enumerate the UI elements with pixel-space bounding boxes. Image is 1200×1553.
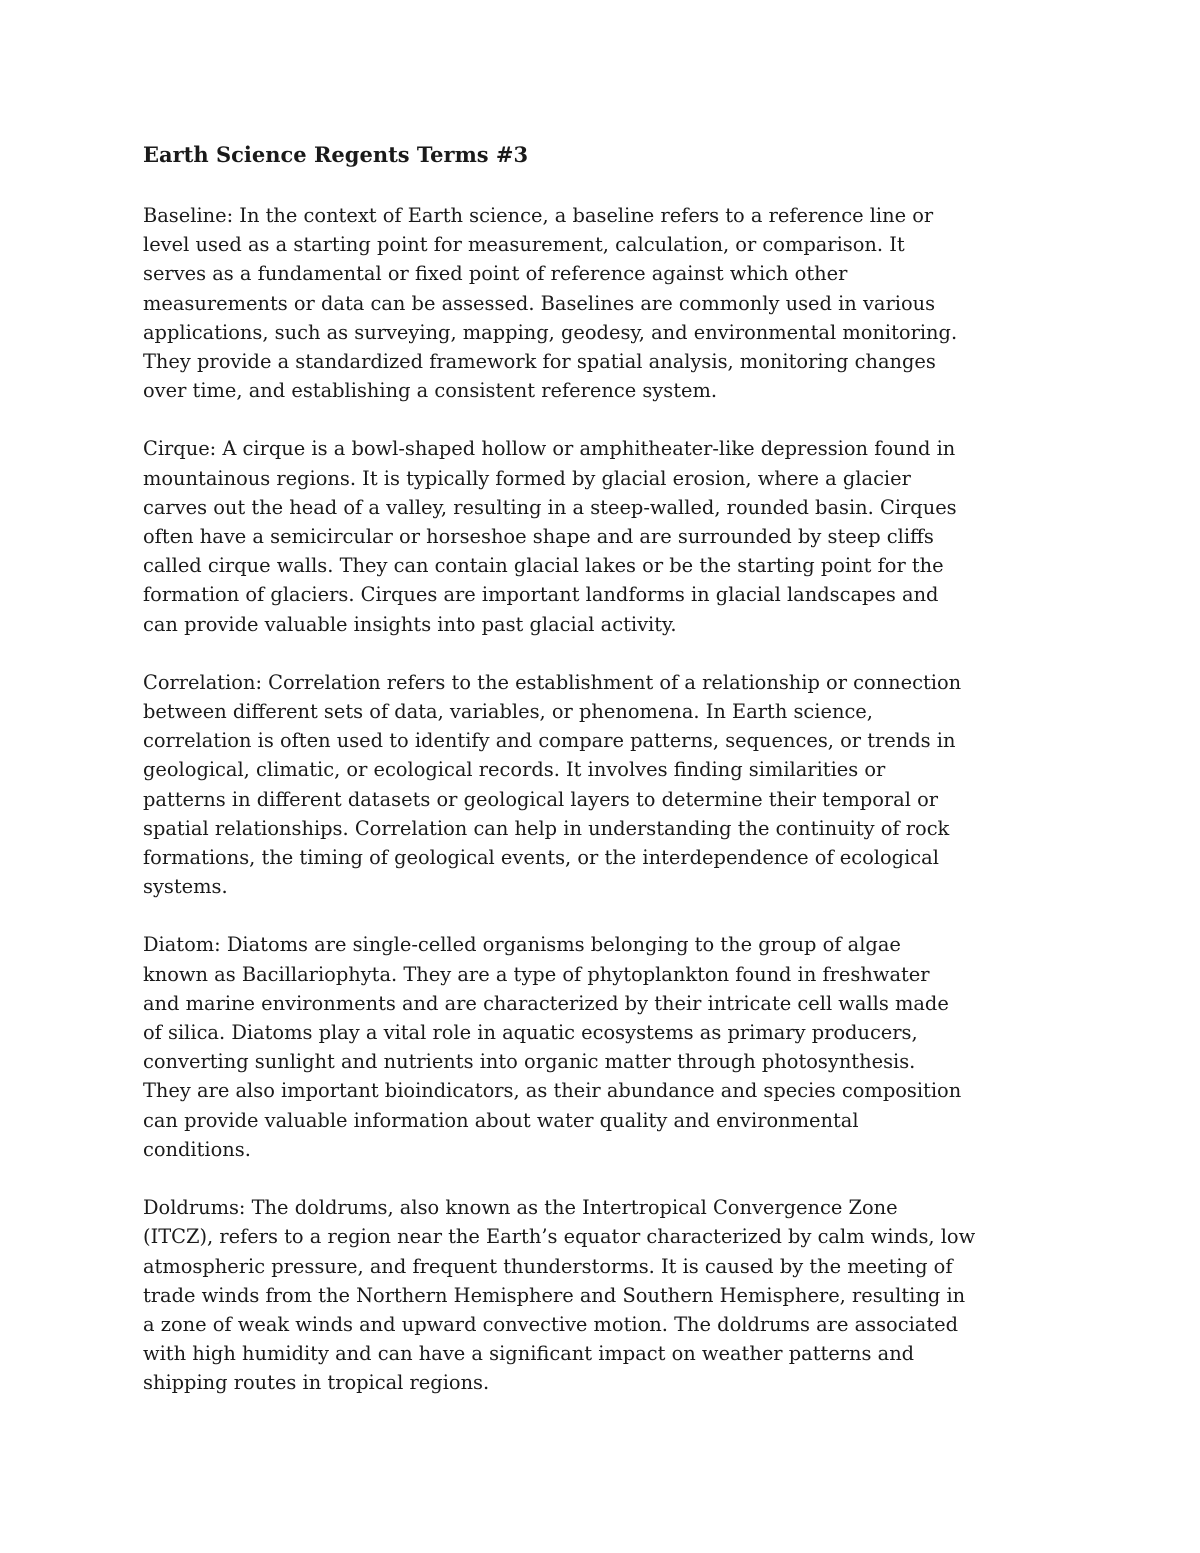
term-line: formations, the timing of geological events, or the interdependence of ecological xyxy=(143,846,939,870)
term-line: between different sets of data, variables, or phenomena. In Earth science, xyxy=(143,700,873,724)
term-line: a zone of weak winds and upward convective motion. The doldrums are associated xyxy=(143,1312,959,1336)
term-line: applications, such as surveying, mapping, geodesy, and environmental monitoring. xyxy=(143,320,958,344)
term-paragraph xyxy=(143,1193,1063,1397)
term-line: serves as a fundamental or fixed point of reference against which other xyxy=(143,262,848,286)
term-line: level used as a starting point for measurement, calculation, or comparison. It xyxy=(143,233,905,257)
term-line: with high humidity and can have a significant impact on weather patterns and xyxy=(143,1342,915,1366)
term-line: converting sunlight and nutrients into organic matter through photosynthesis. xyxy=(143,1050,916,1074)
document-title: Earth Science Regents Terms #3 xyxy=(143,142,529,167)
terms-list xyxy=(143,201,1063,1398)
term-line: shipping routes in tropical regions. xyxy=(143,1371,490,1395)
term-line: conditions. xyxy=(143,1137,251,1161)
term-line: systems. xyxy=(143,875,228,899)
term-line: carves out the head of a valley, resulting in a steep-walled, rounded basin. Cirques xyxy=(143,495,957,519)
term-line: correlation is often used to identify and compare patterns, sequences, or trends in xyxy=(143,729,956,753)
term-line: often have a semicircular or horseshoe shape and are surrounded by steep cliffs xyxy=(143,525,934,549)
term-line: spatial relationships. Correlation can help in understanding the continuity of rock xyxy=(143,816,950,840)
term-paragraph xyxy=(143,930,1063,1164)
term-line: They are also important bioindicators, as their abundance and species composition xyxy=(143,1079,962,1103)
term-line: formation of glaciers. Cirques are important landforms in glacial landscapes and xyxy=(143,583,939,607)
term-line: (ITCZ), refers to a region near the Earth’s equator characterized by calm winds, low xyxy=(143,1225,976,1249)
term-line: of silica. Diatoms play a vital role in aquatic ecosystems as primary producers, xyxy=(143,1021,918,1045)
term-line: patterns in different datasets or geological layers to determine their temporal or xyxy=(143,787,939,811)
term-line: mountainous regions. It is typically formed by glacial erosion, where a glacier xyxy=(143,466,911,490)
term-line: They provide a standardized framework for spatial analysis, monitoring changes xyxy=(143,350,936,374)
term-line: can provide valuable information about water quality and environmental xyxy=(143,1108,859,1132)
term-line: and marine environments and are characterized by their intricate cell walls made xyxy=(143,991,949,1015)
term-line: known as Bacillariophyta. They are a type of phytoplankton found in freshwater xyxy=(143,962,930,986)
term-paragraph xyxy=(143,201,1063,405)
term-line: measurements or data can be assessed. Baselines are commonly used in various xyxy=(143,291,936,315)
term-paragraph xyxy=(143,668,1063,902)
term-line: atmospheric pressure, and frequent thunderstorms. It is caused by the meeting of xyxy=(143,1254,953,1278)
term-line: Correlation: Correlation refers to the establishment of a relationship or connection xyxy=(143,670,962,694)
term-line: geological, climatic, or ecological records. It involves finding similarities or xyxy=(143,758,886,782)
term-paragraph xyxy=(143,434,1063,638)
document-body xyxy=(143,138,1063,1427)
term-line: Cirque: A cirque is a bowl-shaped hollow or amphitheater-like depression found in xyxy=(143,437,956,461)
term-line: called cirque walls. They can contain glacial lakes or be the starting point for the xyxy=(143,554,944,578)
term-line: Baseline: In the context of Earth science, a baseline refers to a reference line or xyxy=(143,204,934,227)
term-line: trade winds from the Northern Hemisphere and Southern Hemisphere, resulting in xyxy=(143,1283,966,1307)
term-line: over time, and establishing a consistent reference system. xyxy=(143,379,718,403)
term-line: can provide valuable insights into past glacial activity. xyxy=(143,612,677,636)
term-line: Doldrums: The doldrums, also known as the Intertropical Convergence Zone xyxy=(143,1196,898,1220)
term-line: Diatom: Diatoms are single-celled organisms belonging to the group of algae xyxy=(143,933,901,957)
